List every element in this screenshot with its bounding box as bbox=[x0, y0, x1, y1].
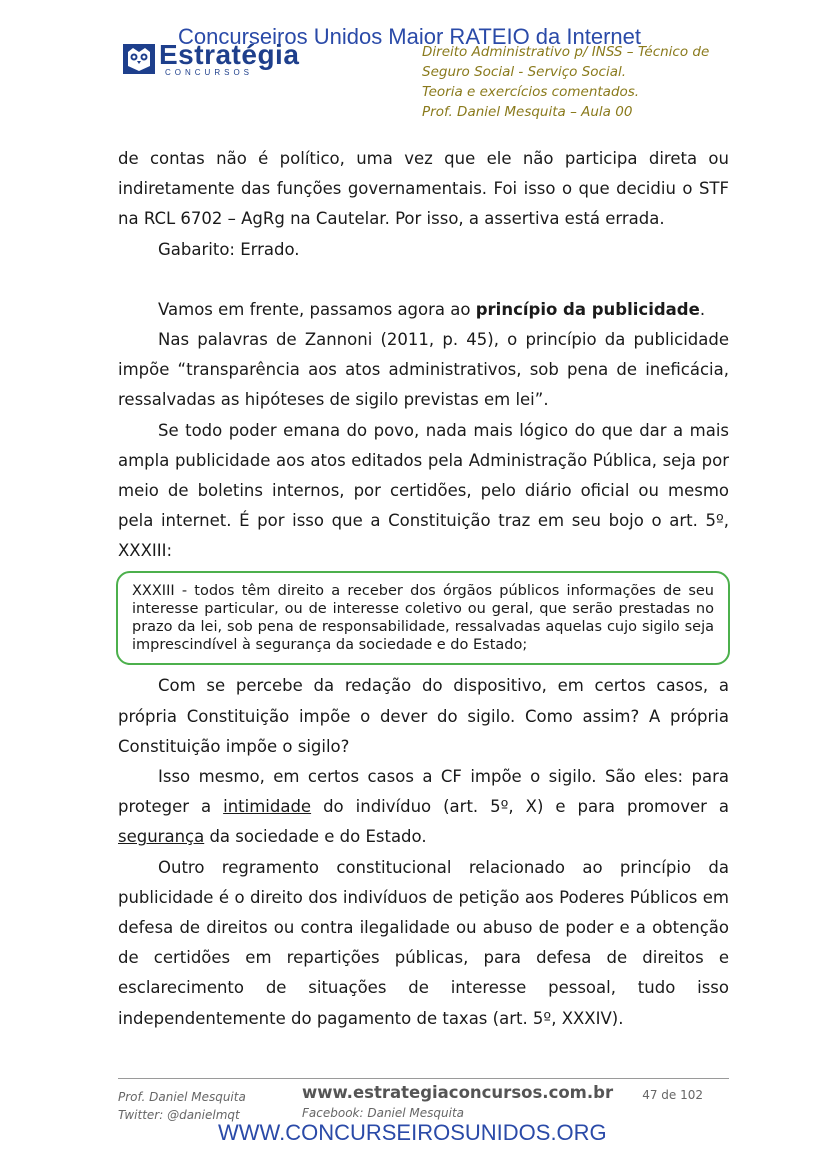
underlined-term-seguranca: segurança bbox=[118, 827, 205, 847]
footer-author: Prof. Daniel Mesquita bbox=[118, 1090, 246, 1104]
page-number: 47 de 102 bbox=[642, 1088, 703, 1102]
course-line-3: Teoria e exercícios comentados. bbox=[422, 84, 640, 100]
paragraph-5: Se todo poder emana do povo, nada mais lógico do que dar a mais ampla publicidade aos atos editados pela Administração Pública, seja por meio de boletins internos, por certidões, pelo diário oficial ou mesmo pela internet. É por isso que a Constituição traz em seu bojo o art. 5º, XXXIII: bbox=[118, 420, 729, 561]
watermark-bottom: WWW.CONCURSEIROSUNIDOS.ORG bbox=[218, 1120, 607, 1145]
logo-text: Estratégia bbox=[159, 39, 300, 70]
course-line-1: Direito Administrativo p/ INSS – Técnico de bbox=[422, 44, 710, 60]
law-quote-box: XXXIII - todos têm direito a receber dos órgãos públicos informações de seu interesse particular, ou de interesse coletivo ou geral, que serão prestadas no prazo da lei, sob pena de responsabilidade, ressalvadas aquelas cujo sigilo seja imprescindível à segurança da sociedade e do Estado; bbox=[116, 571, 730, 666]
paragraph-7: Isso mesmo, em certos casos a CF impõe o sigilo. São eles: para proteger a intimidade do indivíduo (art. 5º, X) e para promover a segurança da sociedade e do Estado. bbox=[118, 767, 729, 847]
owl-icon bbox=[123, 44, 155, 74]
page-content bbox=[118, 144, 729, 1034]
logo-subtitle: CONCURSOS bbox=[165, 68, 254, 77]
course-line-4: Prof. Daniel Mesquita – Aula 00 bbox=[422, 104, 633, 120]
paragraph-6: Com se percebe da redação do dispositivo, em certos casos, a própria Constituição impõe o dever do sigilo. Como assim? A própria Constituição impõe o sigilo? bbox=[118, 676, 729, 756]
footer-divider bbox=[118, 1078, 729, 1079]
watermark-top: Concurseiros Unidos Maior RATEIO da Internet bbox=[178, 24, 641, 49]
course-line-2: Seguro Social - Serviço Social. bbox=[422, 64, 627, 80]
paragraph-3: Vamos em frente, passamos agora ao princípio da publicidade. bbox=[158, 299, 706, 319]
paragraph-8: Outro regramento constitucional relacionado ao princípio da publicidade é o direito dos indivíduos de petição aos Poderes Públicos em defesa de direitos ou contra ilegalidade ou abuso de poder e a obtenção de certidões em repartições públicas, para defesa de direitos e esclarecimento de situações de interesse pessoal, tudo isso independentemente do pagamento de taxas (art. 5º, XXXIV). bbox=[118, 857, 729, 1028]
underlined-term-intimidade: intimidade bbox=[223, 797, 312, 817]
footer-twitter: Twitter: @danielmqt bbox=[118, 1108, 240, 1122]
paragraph-4: Nas palavras de Zannoni (2011, p. 45), o princípio da publicidade impõe “transparência aos atos administrativos, sob pena de ineficácia, ressalvadas as hipóteses de sigilo previstas em lei”. bbox=[118, 330, 729, 410]
paragraph-1: de contas não é político, uma vez que ele não participa direta ou indiretamente das funções governamentais. Foi isso o que decidiu o STF na RCL 6702 – AgRg na Cautelar. Por isso, a assertiva está errada. bbox=[118, 149, 729, 229]
course-info bbox=[422, 42, 762, 122]
answer-key: Gabarito: Errado. bbox=[158, 239, 300, 259]
footer-site-link[interactable]: www.estrategiaconcursos.com.br bbox=[302, 1083, 614, 1102]
footer-facebook: Facebook: Daniel Mesquita bbox=[302, 1106, 465, 1120]
highlight-term: princípio da publicidade bbox=[475, 299, 700, 319]
